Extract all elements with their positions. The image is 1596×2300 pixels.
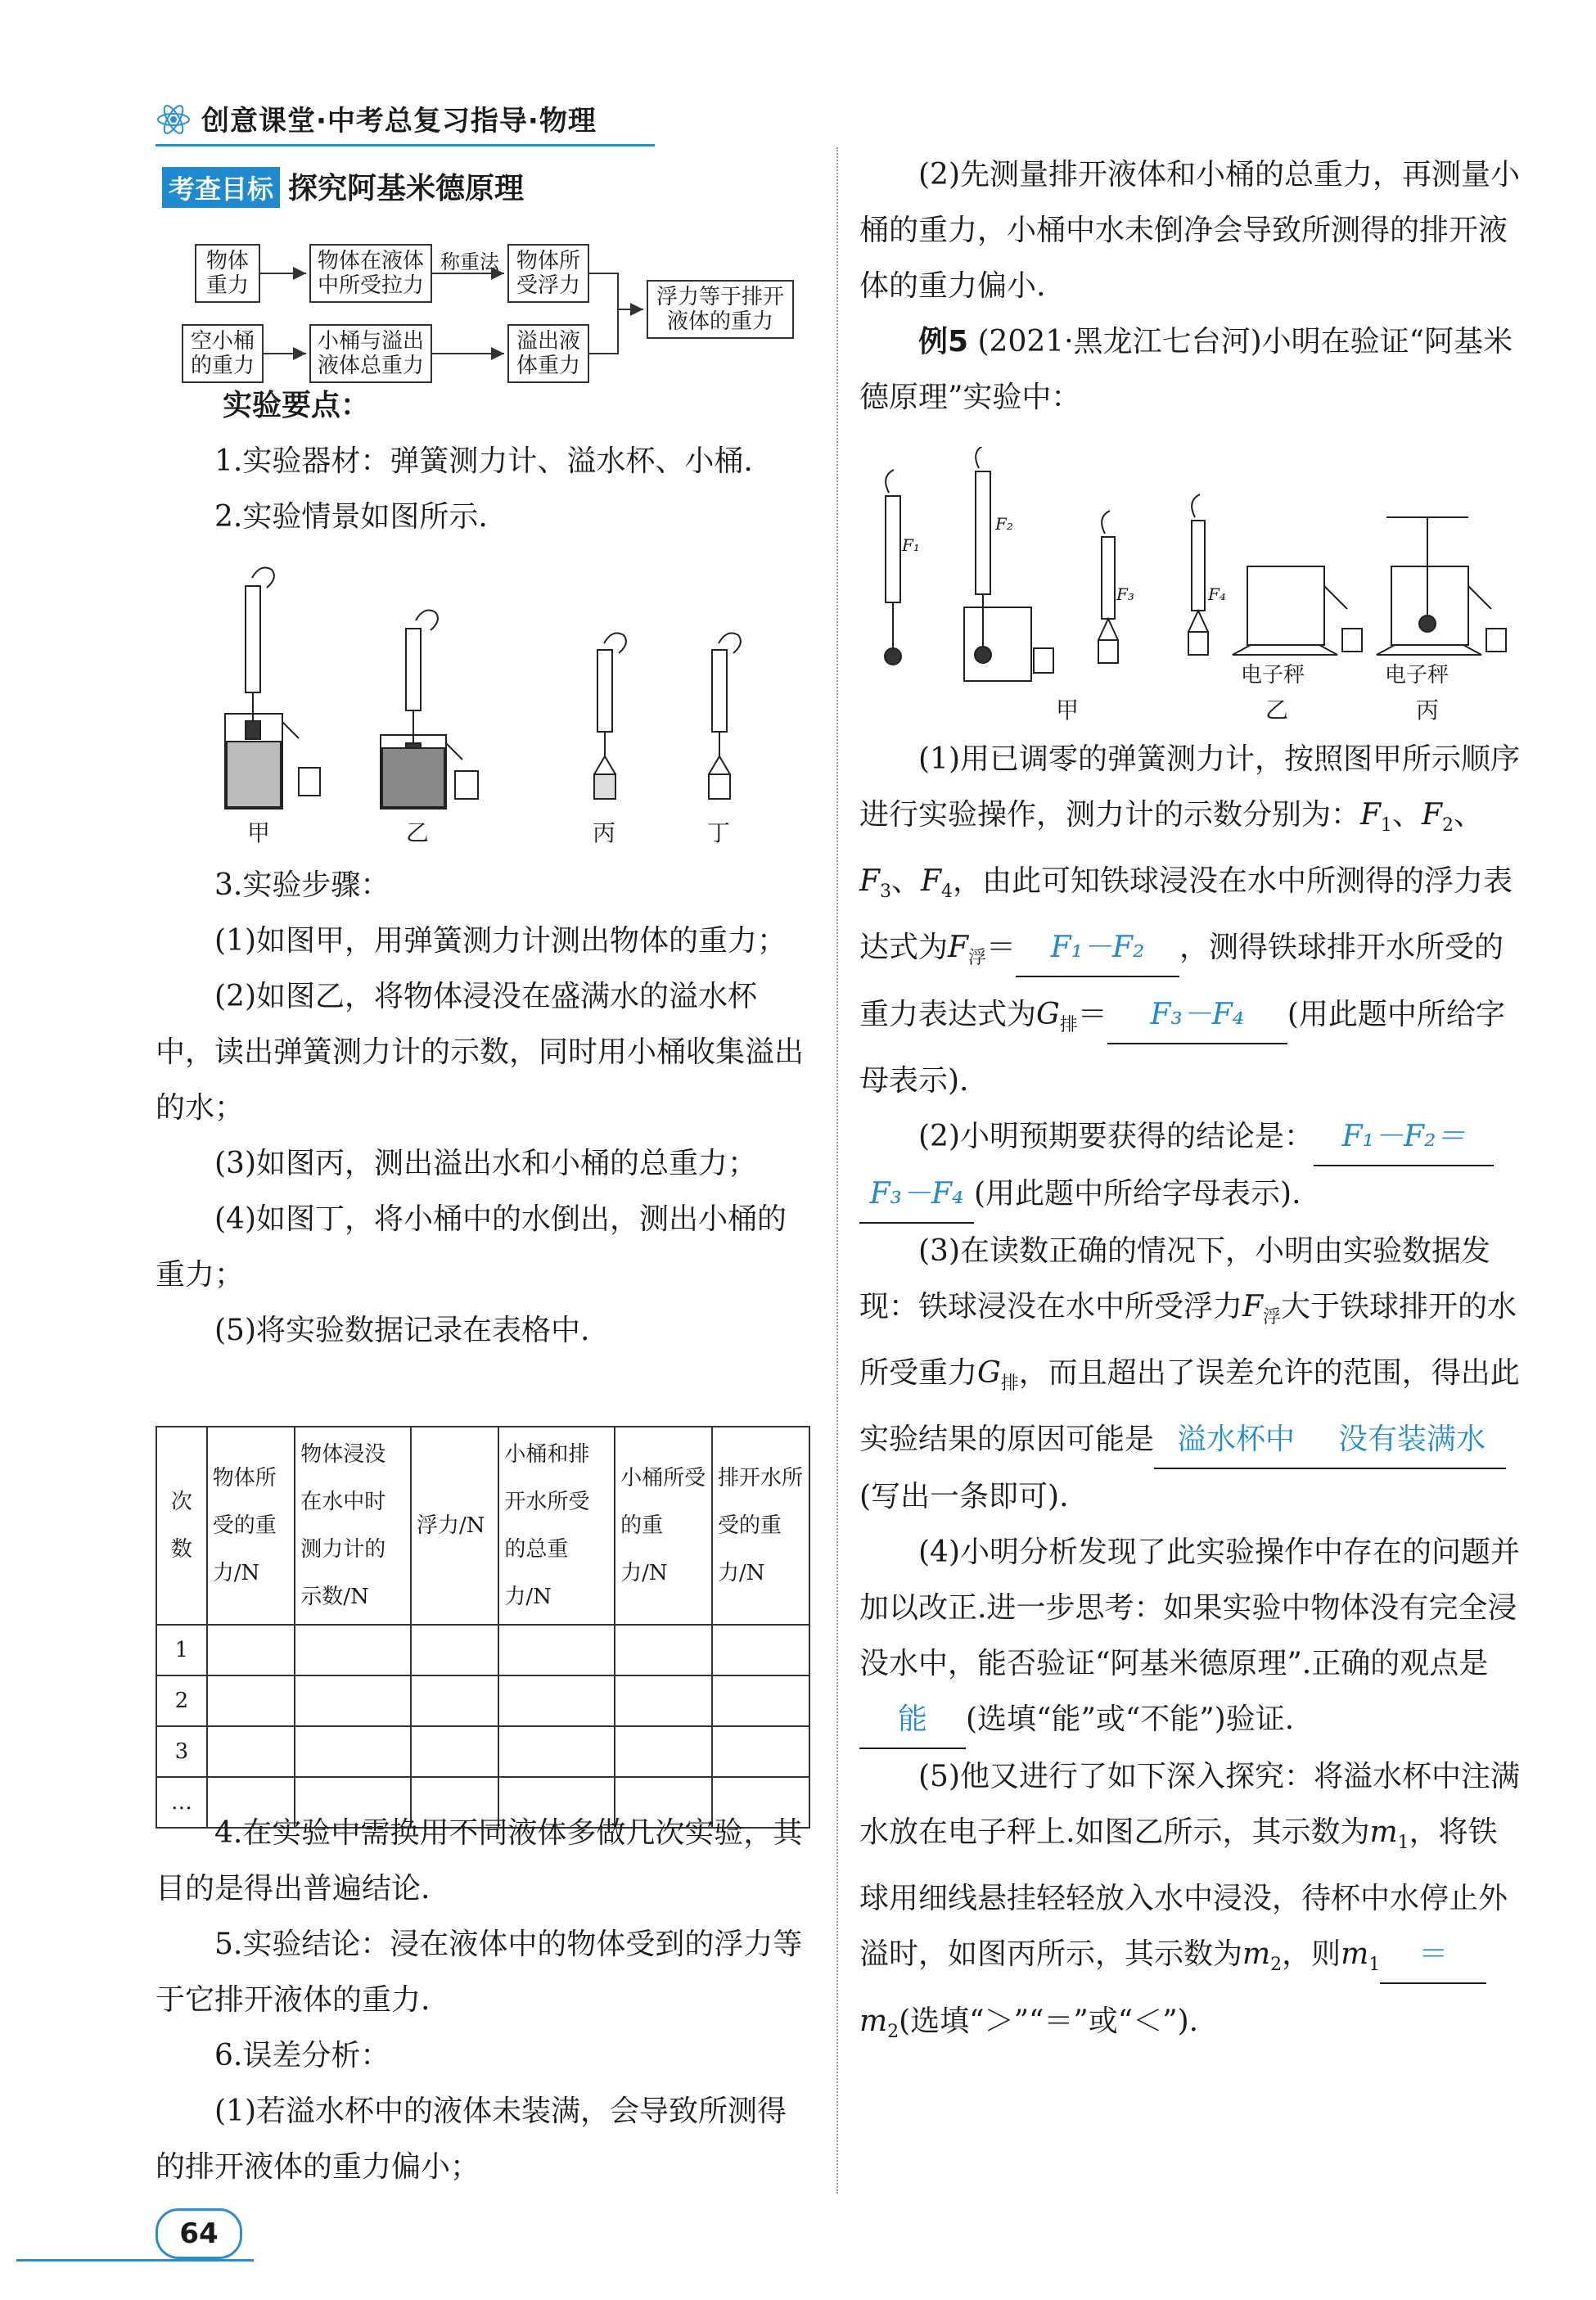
fig-left-label-3: 丙 xyxy=(593,819,616,846)
table-header: 次数 xyxy=(156,1427,207,1625)
q5-text-a: (5)他又进行了如下深入探究：将溢水杯中注满水放在电子秤上.如图乙所示，其示数为 xyxy=(859,1760,1520,1850)
flow-box-bucket-total: 小桶与溢出液体总重力 xyxy=(309,324,432,383)
flow-label-method: 称重法 xyxy=(440,250,499,273)
q5-text-c: ，则 xyxy=(1282,1937,1341,1972)
fig-left-label-4: 丁 xyxy=(707,819,731,846)
question-2 xyxy=(859,1109,1522,1224)
flow-box-conclusion: 浮力等于排开液体的重力 xyxy=(647,280,794,339)
q4-text-b: (选填“能”或“不能”)验证. xyxy=(966,1702,1295,1737)
question-5: (5)他又进行了如下深入探究：将溢水杯中注满水放在电子秤上.如图乙所示，其示数为$m_1$，将铁球用细线悬挂轻轻放入水中浸没，待杯中水停止外溢时，如图丙所示，其示数为$m_2$，则$m_1 =m_2$(选填“＞”“＝”或“＜”). xyxy=(859,1760,1520,2042)
q1-text-d: (用此题中所给字母表示). xyxy=(859,997,1505,1098)
fig-f3-label: F₃ xyxy=(1116,584,1134,604)
point-5: 5.实验结论：浸在液体中的物体受到的浮力等于它排开液体的重力. xyxy=(156,1928,803,2017)
steps-heading: 3.实验步骤： xyxy=(214,868,390,902)
fig-f4-label: F₄ xyxy=(1208,584,1226,604)
right-column-top xyxy=(859,147,1522,426)
fig-f1-label: F₁ xyxy=(902,535,920,555)
q4-text-a: (4)小明分析发现了此实验操作中存在的问题并加以改正.进一步思考：如果实验中物体没有完全浸没水中，能否验证“阿基米德原理”.正确的观点是 xyxy=(859,1536,1520,1681)
table-row xyxy=(156,1675,809,1726)
key-points-label: 实验要点： xyxy=(223,389,371,422)
step-1: (1)如图甲，用弹簧测力计测出物体的重力； xyxy=(214,924,787,958)
flow-box-buoyancy: 物体所受浮力 xyxy=(507,244,589,303)
flow-box-tension: 物体在液体中所受拉力 xyxy=(309,244,432,303)
q1-text-b: ，由此可知铁球浸没在水中所测得的浮力表达式为 xyxy=(859,864,1513,965)
q3-text-b: 大于铁球排开的水所受重力 xyxy=(859,1289,1517,1390)
answer-conclusion-b: F₃－F₄ xyxy=(859,1166,974,1224)
page-number: 64 xyxy=(156,2208,242,2259)
left-column-bottom xyxy=(156,1806,810,2195)
right-column-questions xyxy=(859,732,1522,2060)
error-1: (1)若溢水杯中的液体未装满，会导致所测得的排开液体的重力偏小； xyxy=(156,2095,787,2184)
flow-box-overflow: 溢出液体重力 xyxy=(507,324,589,383)
step-5: (5)将实验数据记录在表格中. xyxy=(214,1314,590,1347)
point-4: 4.在实验中需换用不同液体多做几次实验，其目的是得出普遍结论. xyxy=(156,1816,803,1905)
record-table xyxy=(156,1426,810,1829)
q5-text-d: (选填“＞”“＝”或“＜”). xyxy=(899,2004,1199,2038)
table-header: 浮力/N xyxy=(411,1427,498,1625)
q2-text-a: (2)小明预期要获得的结论是： xyxy=(918,1119,1314,1153)
answer-can-verify: 能 xyxy=(859,1692,966,1749)
q2-text-b: (用此题中所给字母表示). xyxy=(974,1176,1301,1211)
left-column-top xyxy=(156,378,810,545)
table-header: 排开水所受的重力/N xyxy=(712,1427,809,1625)
table-header: 物体所受的重力/N xyxy=(207,1427,295,1625)
example-source: (2021·黑龙江七台河) xyxy=(977,325,1262,359)
column-divider xyxy=(836,147,838,2194)
answer-reason-b: 没有装满水 xyxy=(1318,1412,1506,1469)
flow-box-weight: 物体重力 xyxy=(195,244,260,303)
answer-conclusion-a: F₁－F₂＝ xyxy=(1314,1109,1494,1166)
table-row xyxy=(156,1726,809,1777)
table-header-row xyxy=(156,1427,809,1625)
page-header-title: 创意课堂·中考总复习指导·物理 xyxy=(201,105,597,138)
section-title: 探究阿基米德原理 xyxy=(288,172,525,205)
fig-left-label-1: 甲 xyxy=(247,819,271,846)
fig-scale-label-1: 电子秤 xyxy=(1241,663,1305,688)
fig-scale-label-2: 电子秤 xyxy=(1385,663,1449,688)
question-4 xyxy=(859,1525,1522,1749)
table-header: 物体浸没在水中时测力计的示数/N xyxy=(295,1427,411,1625)
answer-reason-a: 溢水杯中 xyxy=(1154,1412,1318,1469)
table-cell: … xyxy=(156,1777,207,1828)
question-3: (3)在读数正确的情况下，小明由实验数据发现：铁球浸没在水中所受浮力$F_浮$大于铁球排开的水所受重力$G_排$，而且超出了误差允许的范围，得出此实验结果的原因可能是 溢水杯中 没有装满水(写出一条即可). xyxy=(859,1233,1520,1514)
section-badge: 考查目标 xyxy=(162,167,280,208)
step-3: (3)如图丙，测出溢出水和小桶的总重力； xyxy=(214,1147,757,1180)
table-header: 小桶和排开水所受的总重力/N xyxy=(498,1427,615,1625)
example-text: 小明在验证“阿基米德原理”实验中： xyxy=(859,325,1513,414)
experiment-figure-left xyxy=(196,553,769,848)
q3-text-c: ，而且超出了误差允许的范围，得出此实验结果的原因可能是 xyxy=(859,1355,1520,1457)
answer-buoyancy: F₁－F₂ xyxy=(1016,920,1179,977)
q1-text-a: (1)用已调零的弹簧测力计，按照图甲所示顺序进行实验操作，测力计的示数分别为： xyxy=(859,742,1520,832)
answer-displaced-weight: F₃－F₄ xyxy=(1107,987,1287,1044)
left-column-steps xyxy=(156,858,810,1359)
fig-right-label-3: 丙 xyxy=(1416,697,1440,724)
table-row xyxy=(156,1625,809,1675)
equipment-text: 1.实验器材：弹簧测力计、溢水杯、小桶. xyxy=(214,444,753,478)
flow-arrows xyxy=(0,0,818,409)
flow-box-empty-bucket: 空小桶的重力 xyxy=(182,324,264,383)
fig-f2-label: F₂ xyxy=(995,514,1013,534)
fig-left-label-2: 乙 xyxy=(406,819,430,846)
step-4: (4)如图丁，将小桶中的水倒出，测出小桶的重力； xyxy=(156,1202,787,1292)
table-cell: 3 xyxy=(156,1726,207,1777)
point-6: 6.误差分析： xyxy=(214,2039,390,2072)
error-2: (2)先测量排开液体和小桶的总重力，再测量小桶的重力，小桶中水未倒净会导致所测得的排开液体的重力偏小. xyxy=(859,158,1520,303)
fig-right-label-1: 甲 xyxy=(1056,697,1080,724)
q5-text-b: ，将铁球用细线悬挂轻轻放入水中浸没，待杯中水停止外溢时，如图丙所示，其示数为 xyxy=(859,1815,1508,1972)
q3-text-a: (3)在读数正确的情况下，小明由实验数据发现：铁球浸没在水中所受浮力 xyxy=(859,1233,1490,1324)
fig-right-label-2: 乙 xyxy=(1265,697,1289,724)
step-2: (2)如图乙，将物体浸没在盛满水的溢水杯中，读出弹簧测力计的示数，同时用小桶收集溢出的水； xyxy=(156,980,805,1125)
q3-text-d: (写出一条即可). xyxy=(859,1480,1069,1514)
table-header: 小桶所受的重力/N xyxy=(615,1427,712,1625)
q1-text-c: ，测得铁球排开水所受的重力表达式为 xyxy=(859,931,1504,1031)
scene-text: 2.实验情景如图所示. xyxy=(214,500,488,534)
answer-compare: ＝ xyxy=(1380,1927,1486,1984)
question-1: (1)用已调零的弹簧测力计，按照图甲所示顺序进行实验操作，测力计的示数分别为：$F_1$、$F_2$、$F_3$、$F_4$，由此可知铁球浸没在水中所测得的浮力表达式为$F_浮= F_1-F_2$ ，测得铁球排开水所受的重力表达式为$G_排= F_3-F_4$ (用此题中所给字母表示). xyxy=(859,742,1520,1098)
page-number-rule xyxy=(16,2259,254,2262)
table-cell: 1 xyxy=(156,1625,207,1675)
example-intro xyxy=(859,314,1522,426)
table-cell: 2 xyxy=(156,1675,207,1726)
example-label: 例5 xyxy=(918,325,969,359)
